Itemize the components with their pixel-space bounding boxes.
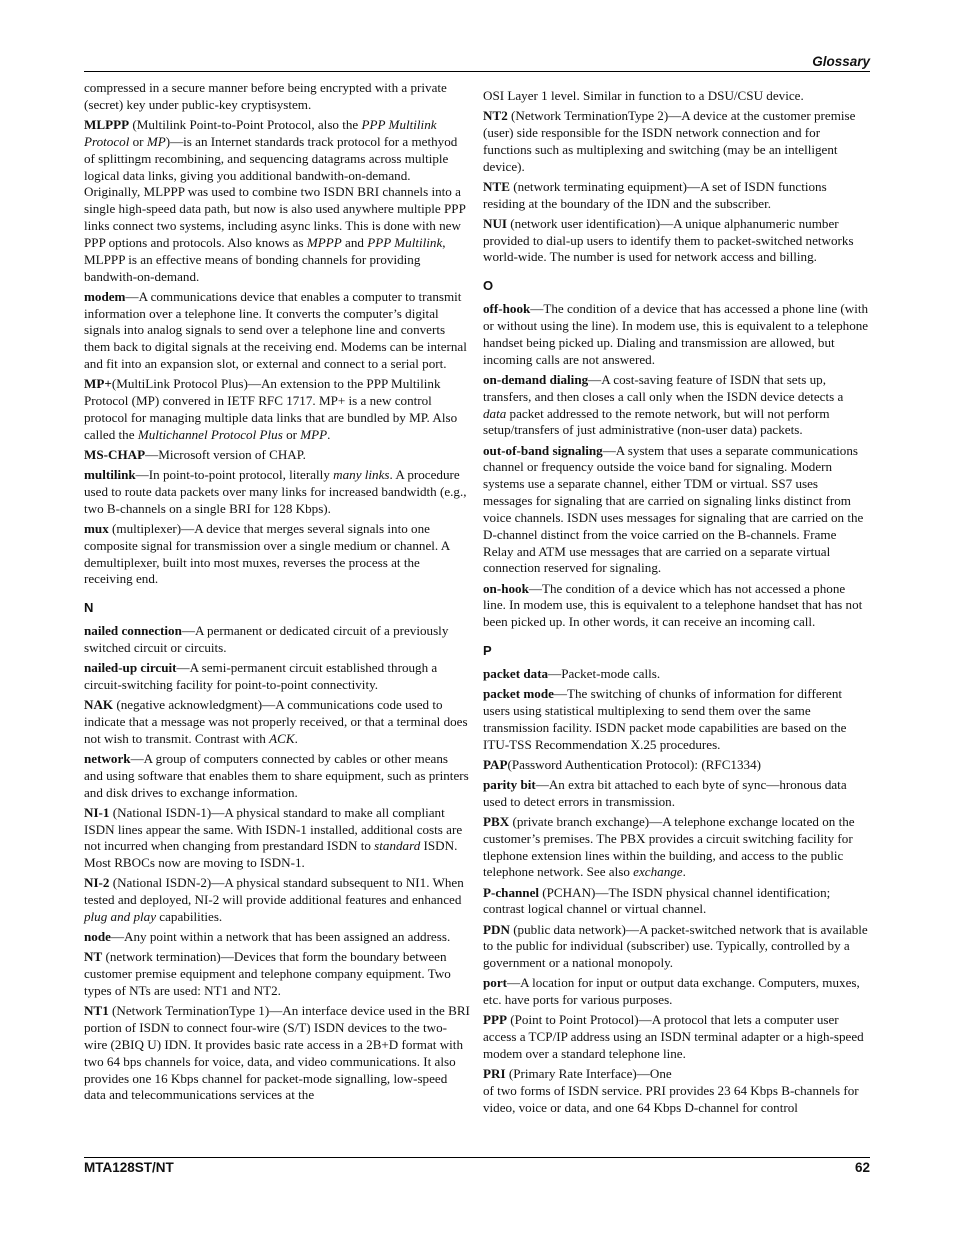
running-header: Glossary <box>812 54 870 69</box>
term: NT2 <box>483 108 508 124</box>
glossary-entry-nui: NUI (network user identification)—A unique alphanumeric number provided to dial-up users to identify them to packet-switched networks world-wide. The number is used for network access and billing. <box>483 215 854 265</box>
glossary-entry-pri: PRI (Primary Rate Interface)—One of two forms of ISDN service. PRI provides 23 64 Kbps B-channels for video, voice or data, and one 64 Kbps D-channel for control <box>483 1066 859 1115</box>
term: MS-CHAP <box>84 446 146 462</box>
term: P-channel <box>483 884 540 900</box>
glossary-entry-mux: mux (multiplexer)—A device that merges several signals into one composite signal for transmission over a single medium or channel. A demultiplexer, built into most muxes, reverses the process at the receiving end. <box>84 520 450 587</box>
term: PAP <box>483 756 508 772</box>
term: PPP <box>483 1012 507 1028</box>
glossary-entry-off-hook: off-hook—The condition of a device that has accessed a phone line (with or without using the line). In modem use, this is equivalent to a telephone handset being picked up. Dialing and transmission are allowed, but incoming calls are not answered. <box>483 301 869 367</box>
header-rule <box>84 71 870 72</box>
glossary-entry-node: node—Any point within a network that has been assigned an address. <box>84 929 451 945</box>
term: NT <box>84 949 103 965</box>
term: modem <box>84 288 126 304</box>
glossary-entry-out-of-band-signaling: out-of-band signaling—A system that uses a separate communications channel or frequency outside the voice band for signaling. Modern systems use a separate channel, either TDM or virtual. SS7 uses messages for signaling that are carried on signaling links distinct from voice channels. ISDN uses messages for signaling that are carried on the D-channel distinct from the voice carried on the B-channels. Frame Relay and ATM use messages that are carried on a separate virtual connection reserved for signaling. <box>483 442 864 576</box>
glossary-entry-pdn: PDN (public data network)—A packet-switched network that is available to the public for individual (subscriber) use. Typically, controlled by a government or a national monopoly. <box>483 921 868 971</box>
glossary-entry-mp-plus: MP+(MultiLink Protocol Plus)—An extension to the PPP Multilink Protocol (MP) convered in IETF RFC 1717. MP+ is a new control protocol for managing multiple data links that are bundled by MP. Also called the Multichannel Protocol Plus or MPP. <box>84 376 458 442</box>
term: on-hook <box>483 580 529 596</box>
glossary-entry-nailed-up-circuit: nailed-up circuit—A semi-permanent circuit established through a circuit-switching facility for point-to-point connectivity. <box>84 660 438 692</box>
glossary-entry-ms-chap: MS-CHAP—Microsoft version of CHAP. <box>84 446 306 462</box>
glossary-entry-nt1: NT1 (Network TerminationType 1)—An interface device used in the BRI portion of ISDN to connect four-wire (S/T) ISDN devices to the two-wire (2BIQ U) IDN. It provides basic rate access in a 2B+D format with two 64 bps channels for voice, data, and video communications. It also provides one 16 Kbps channel for packet-mode signalling, low-speed data and telecommunications services at the <box>84 1003 470 1103</box>
section-heading-o: O <box>483 278 494 294</box>
glossary-entry-nak: NAK (negative acknowledgment)—A communications code used to indicate that a message was not properly received, or that a terminal does not wish to transmit. Contrast with ACK. <box>84 697 468 746</box>
term: NAK <box>84 697 114 713</box>
glossary-entry-multilink: multilink—In point-to-point protocol, literally many links. A procedure used to route data packets over many links for increased bandwidth (e.g., two B-channels on a single BRI for 128 Kbps). <box>84 467 467 516</box>
glossary-entry-packet-data: packet data—Packet-mode calls. <box>483 665 661 681</box>
glossary-entry-on-hook: on-hook—The condition of a device which has not accessed a phone line. In modem use, this is equivalent to a telephone handset that has not been picked up. In other words, it can receive an incoming call. <box>483 580 863 630</box>
term: packet mode <box>483 686 554 702</box>
footer-document-name: MTA128ST/NT <box>84 1160 174 1175</box>
glossary-entry-nt: NT (network termination)—Devices that form the boundary between customer premise equipment and telephone company equipment. Two types of NTs are used: NT1 and NT2. <box>84 949 451 999</box>
glossary-entry-ni-1: NI-1 (National ISDN-1)—A physical standard to make all compliant ISDN lines appear the same. With ISDN-1 installed, additional costs are not incurred when changing from prestandard ISDN to standard ISDN. Most RBOCs now are moving to ISDN-1. <box>84 804 463 871</box>
term: mux <box>84 520 109 536</box>
term: PBX <box>483 813 510 829</box>
glossary-entry-packet-mode: packet mode—The switching of chunks of information for different users using statistical multiplexing to send them over the same transmission facility. ISDN packet mode capabilities are based on the ITU-TSS Recommendation X.25 procedures. <box>483 686 847 752</box>
term: multilink <box>84 467 136 483</box>
term: network <box>84 750 131 766</box>
term: parity bit <box>483 776 536 792</box>
page-number: 62 <box>854 1160 870 1175</box>
glossary-entry-pap: PAP(Password Authentication Protocol): (RFC1334) <box>483 756 761 772</box>
section-heading-p: P <box>483 643 492 659</box>
glossary-entry-pbx: PBX (private branch exchange)—A telephone exchange located on the customer’s premises. The PBX provides a circuit switching facility for tlephone extension lines within the building, and access to the public telephone network. See also exchange. <box>483 813 855 880</box>
glossary-entry-network: network—A group of computers connected by cables or other means and using software that enables them to share equipment, such as printers and disk drives to exchange information. <box>84 750 469 800</box>
glossary-entry-nt2: NT2 (Network TerminationType 2)—A device at the customer premise (user) side responsible for the ISDN network connection and for functions such as multiplexing and switching (may be an intelligent device). <box>483 108 856 174</box>
term: node <box>84 929 111 945</box>
glossary-entry-p-channel: P-channel (PCHAN)—The ISDN physical channel identification; contrast logical channel or virtual channel. <box>483 884 831 917</box>
term: port <box>483 975 508 991</box>
term: NI-2 <box>84 875 110 891</box>
glossary-entry-parity-bit: parity bit—An extra bit attached to each byte of sync—hronous data used to detect errors in transmission. <box>483 776 847 809</box>
term: nailed connection <box>84 623 182 639</box>
term: nailed-up circuit <box>84 660 177 676</box>
right-column <box>483 88 869 1120</box>
glossary-entry: OSI Layer 1 level. Similar in function to a DSU/CSU device. <box>483 88 804 103</box>
term: on-demand dialing <box>483 371 589 387</box>
term: off-hook <box>483 301 531 317</box>
glossary-entry: compressed in a secure manner before being encrypted with a private (secret) key under public-key cryptisystem. <box>84 80 447 112</box>
term: NUI <box>483 215 508 231</box>
glossary-entry-modem: modem—A communications device that enables a computer to transmit information over a telephone line. It converts the computer’s digital signals into analog signals to send over a telephone line and converts them back to digital signals at the receiving end. Modems can be internal and fit into an expansion slot, or external and connect to a serial port. <box>84 288 467 372</box>
term: MP+ <box>84 376 112 392</box>
term: NT1 <box>84 1003 109 1019</box>
term: MLPPP <box>84 116 130 132</box>
glossary-entry-port: port—A location for input or output data exchange. Computers, muxes, etc. have ports for various purposes. <box>483 975 860 1008</box>
left-column <box>84 80 470 1108</box>
glossary-entry-ppp: PPP (Point to Point Protocol)—A protocol that lets a computer user access a TCP/IP address using an ISDN terminal adapter or a high-speed modem over a standard telephone line. <box>483 1012 864 1062</box>
glossary-entry-on-demand-dialing: on-demand dialing—A cost-saving feature of ISDN that sets up, transfers, and then closes a call only when the ISDN device detects a data packet addressed to the remote network, but will not perform setup/transfers of just administrative (non-user data) packets. <box>483 371 844 438</box>
section-heading-n: N <box>84 600 94 616</box>
footer-rule <box>84 1157 870 1158</box>
term: NTE <box>483 178 510 194</box>
glossary-entry-mlppp: MLPPP (Multilink Point-to-Point Protocol, also the PPP Multilink Protocol or MP)—is an Internet standards track protocol for a methyod of splittingm recombining, and sequencing datagrams across multiple logical data links, giving you additional bandwith-on-demand. Originally, MLPPP was used to combine two ISDN BRI channels into a single high-speed data path, but now is also used anywhere multiple PPP links connect two systems, including async links. This is done with new PPP options and protocols. Also knows as MPPP and PPP Multilink, MLPPP is an effective means of bonding channels for providing bandwith-on-demand. <box>84 116 466 284</box>
term: PRI <box>483 1066 506 1082</box>
term: packet data <box>483 665 549 681</box>
term: out-of-band signaling <box>483 442 603 458</box>
glossary-entry-nailed-connection: nailed connection—A permanent or dedicated circuit of a previously switched circuit or circuits. <box>84 623 449 655</box>
term: NI-1 <box>84 804 110 820</box>
glossary-entry-nte: NTE (network terminating equipment)—A set of ISDN functions residing at the boundary of the IDN and the subscriber. <box>483 178 827 211</box>
term: PDN <box>483 921 510 937</box>
glossary-entry-ni-2: NI-2 (National ISDN-2)—A physical standard subsequent to NI1. When tested and deployed, NI-2 will provide additional features and enhanced plug and play capabilities. <box>84 875 464 925</box>
